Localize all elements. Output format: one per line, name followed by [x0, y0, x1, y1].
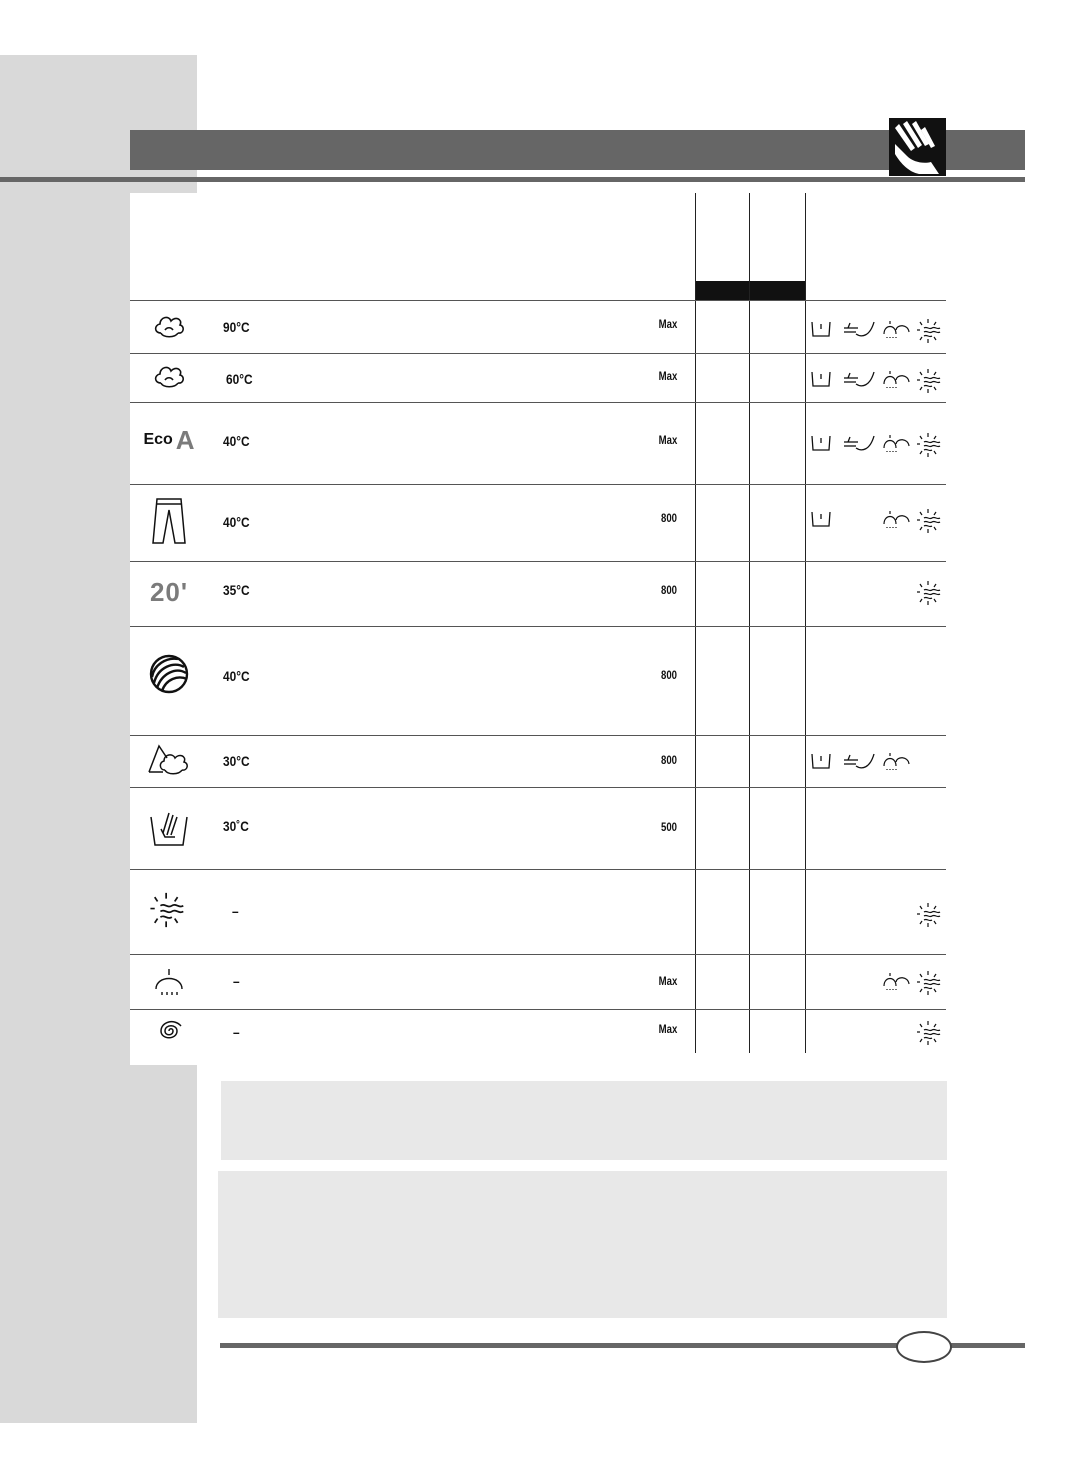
spin-speed-label: 500 [660, 820, 677, 834]
spin-speed-label: Max [658, 317, 677, 331]
prewash-icon [810, 318, 832, 340]
row-divider [130, 626, 946, 627]
row-divider [130, 300, 946, 301]
rinse-icon [882, 368, 912, 390]
header-rule [0, 177, 1025, 182]
phase-icons [808, 580, 948, 610]
spin-icon [916, 368, 944, 394]
column-divider [749, 193, 750, 1053]
drain-icon [133, 1012, 205, 1050]
spin-icon [916, 508, 944, 534]
eco-a-icon [133, 420, 205, 460]
row-divider [130, 561, 946, 562]
phase-icons [808, 902, 948, 932]
prewash-icon [810, 750, 832, 772]
prewash-icon [810, 508, 832, 530]
prewash-icon [810, 432, 832, 454]
note-box [221, 1081, 947, 1160]
row-divider [130, 735, 946, 736]
temperature-label: 40°C [223, 433, 250, 449]
phase-icons [808, 970, 948, 1000]
rinse-icon [882, 750, 912, 772]
row-divider [130, 1009, 946, 1010]
spin-icon [916, 432, 944, 458]
spin-speed-label: 800 [660, 668, 677, 682]
spin-icon [916, 1020, 944, 1046]
rinse-icon [882, 318, 912, 340]
row-divider [130, 787, 946, 788]
temperature-label: 30˚C [223, 818, 249, 834]
wash-icon [842, 318, 876, 340]
temperature-label: – [233, 973, 240, 989]
synthetic-icon [133, 740, 205, 782]
eco-letter: A [175, 424, 195, 455]
temperature-label: 60°C [226, 371, 253, 387]
spin-speed-label: Max [658, 1022, 677, 1036]
phase-icons [808, 1020, 948, 1050]
spin-icon [916, 580, 944, 606]
temperature-label: – [233, 1024, 240, 1040]
note-box [218, 1171, 947, 1318]
rinse-icon [882, 508, 912, 530]
prewash-icon [810, 368, 832, 390]
wash-icon [842, 368, 876, 390]
hand-icon [889, 118, 946, 176]
rinse-icon [133, 962, 205, 1002]
phase-icons [808, 432, 948, 462]
quick-label: 20' [149, 576, 189, 607]
handwash-icon [133, 804, 205, 854]
column-divider [805, 193, 806, 1053]
spin-icon [133, 888, 205, 932]
column-divider [695, 193, 696, 1053]
header-cell-black [750, 281, 805, 300]
temperature-label: 90°C [223, 319, 250, 335]
row-divider [130, 954, 946, 955]
jeans-icon [133, 494, 205, 548]
cotton-icon [133, 308, 205, 346]
phase-icons [808, 368, 948, 398]
phase-icons [808, 508, 948, 538]
spin-icon [916, 970, 944, 996]
rinse-icon [882, 432, 912, 454]
cotton-icon [133, 358, 205, 396]
row-divider [130, 353, 946, 354]
phase-icons [808, 318, 948, 348]
temperature-label: 40°C [223, 668, 250, 684]
temperature-label: 40°C [223, 514, 250, 530]
row-divider [130, 402, 946, 403]
header-cell-black [696, 281, 749, 300]
rinse-icon [882, 970, 912, 992]
spin-icon [916, 902, 944, 928]
temperature-label: 30°C [223, 753, 250, 769]
spin-speed-label: 800 [660, 583, 677, 597]
quick-20-icon [133, 572, 205, 612]
wash-icon [842, 750, 876, 772]
spin-speed-label: Max [658, 369, 677, 383]
row-divider [130, 484, 946, 485]
wool-icon [133, 650, 205, 698]
spin-speed-label: Max [658, 433, 677, 447]
temperature-label: – [232, 903, 239, 919]
spin-speed-label: 800 [660, 511, 677, 525]
phase-icons [808, 750, 948, 780]
spin-icon [916, 318, 944, 344]
spin-speed-label: 800 [660, 753, 677, 767]
temperature-label: 35°C [223, 582, 250, 598]
spin-speed-label: Max [658, 974, 677, 988]
wash-icon [842, 432, 876, 454]
page-number [896, 1331, 952, 1363]
row-divider [130, 869, 946, 870]
eco-label: Eco [143, 431, 173, 448]
